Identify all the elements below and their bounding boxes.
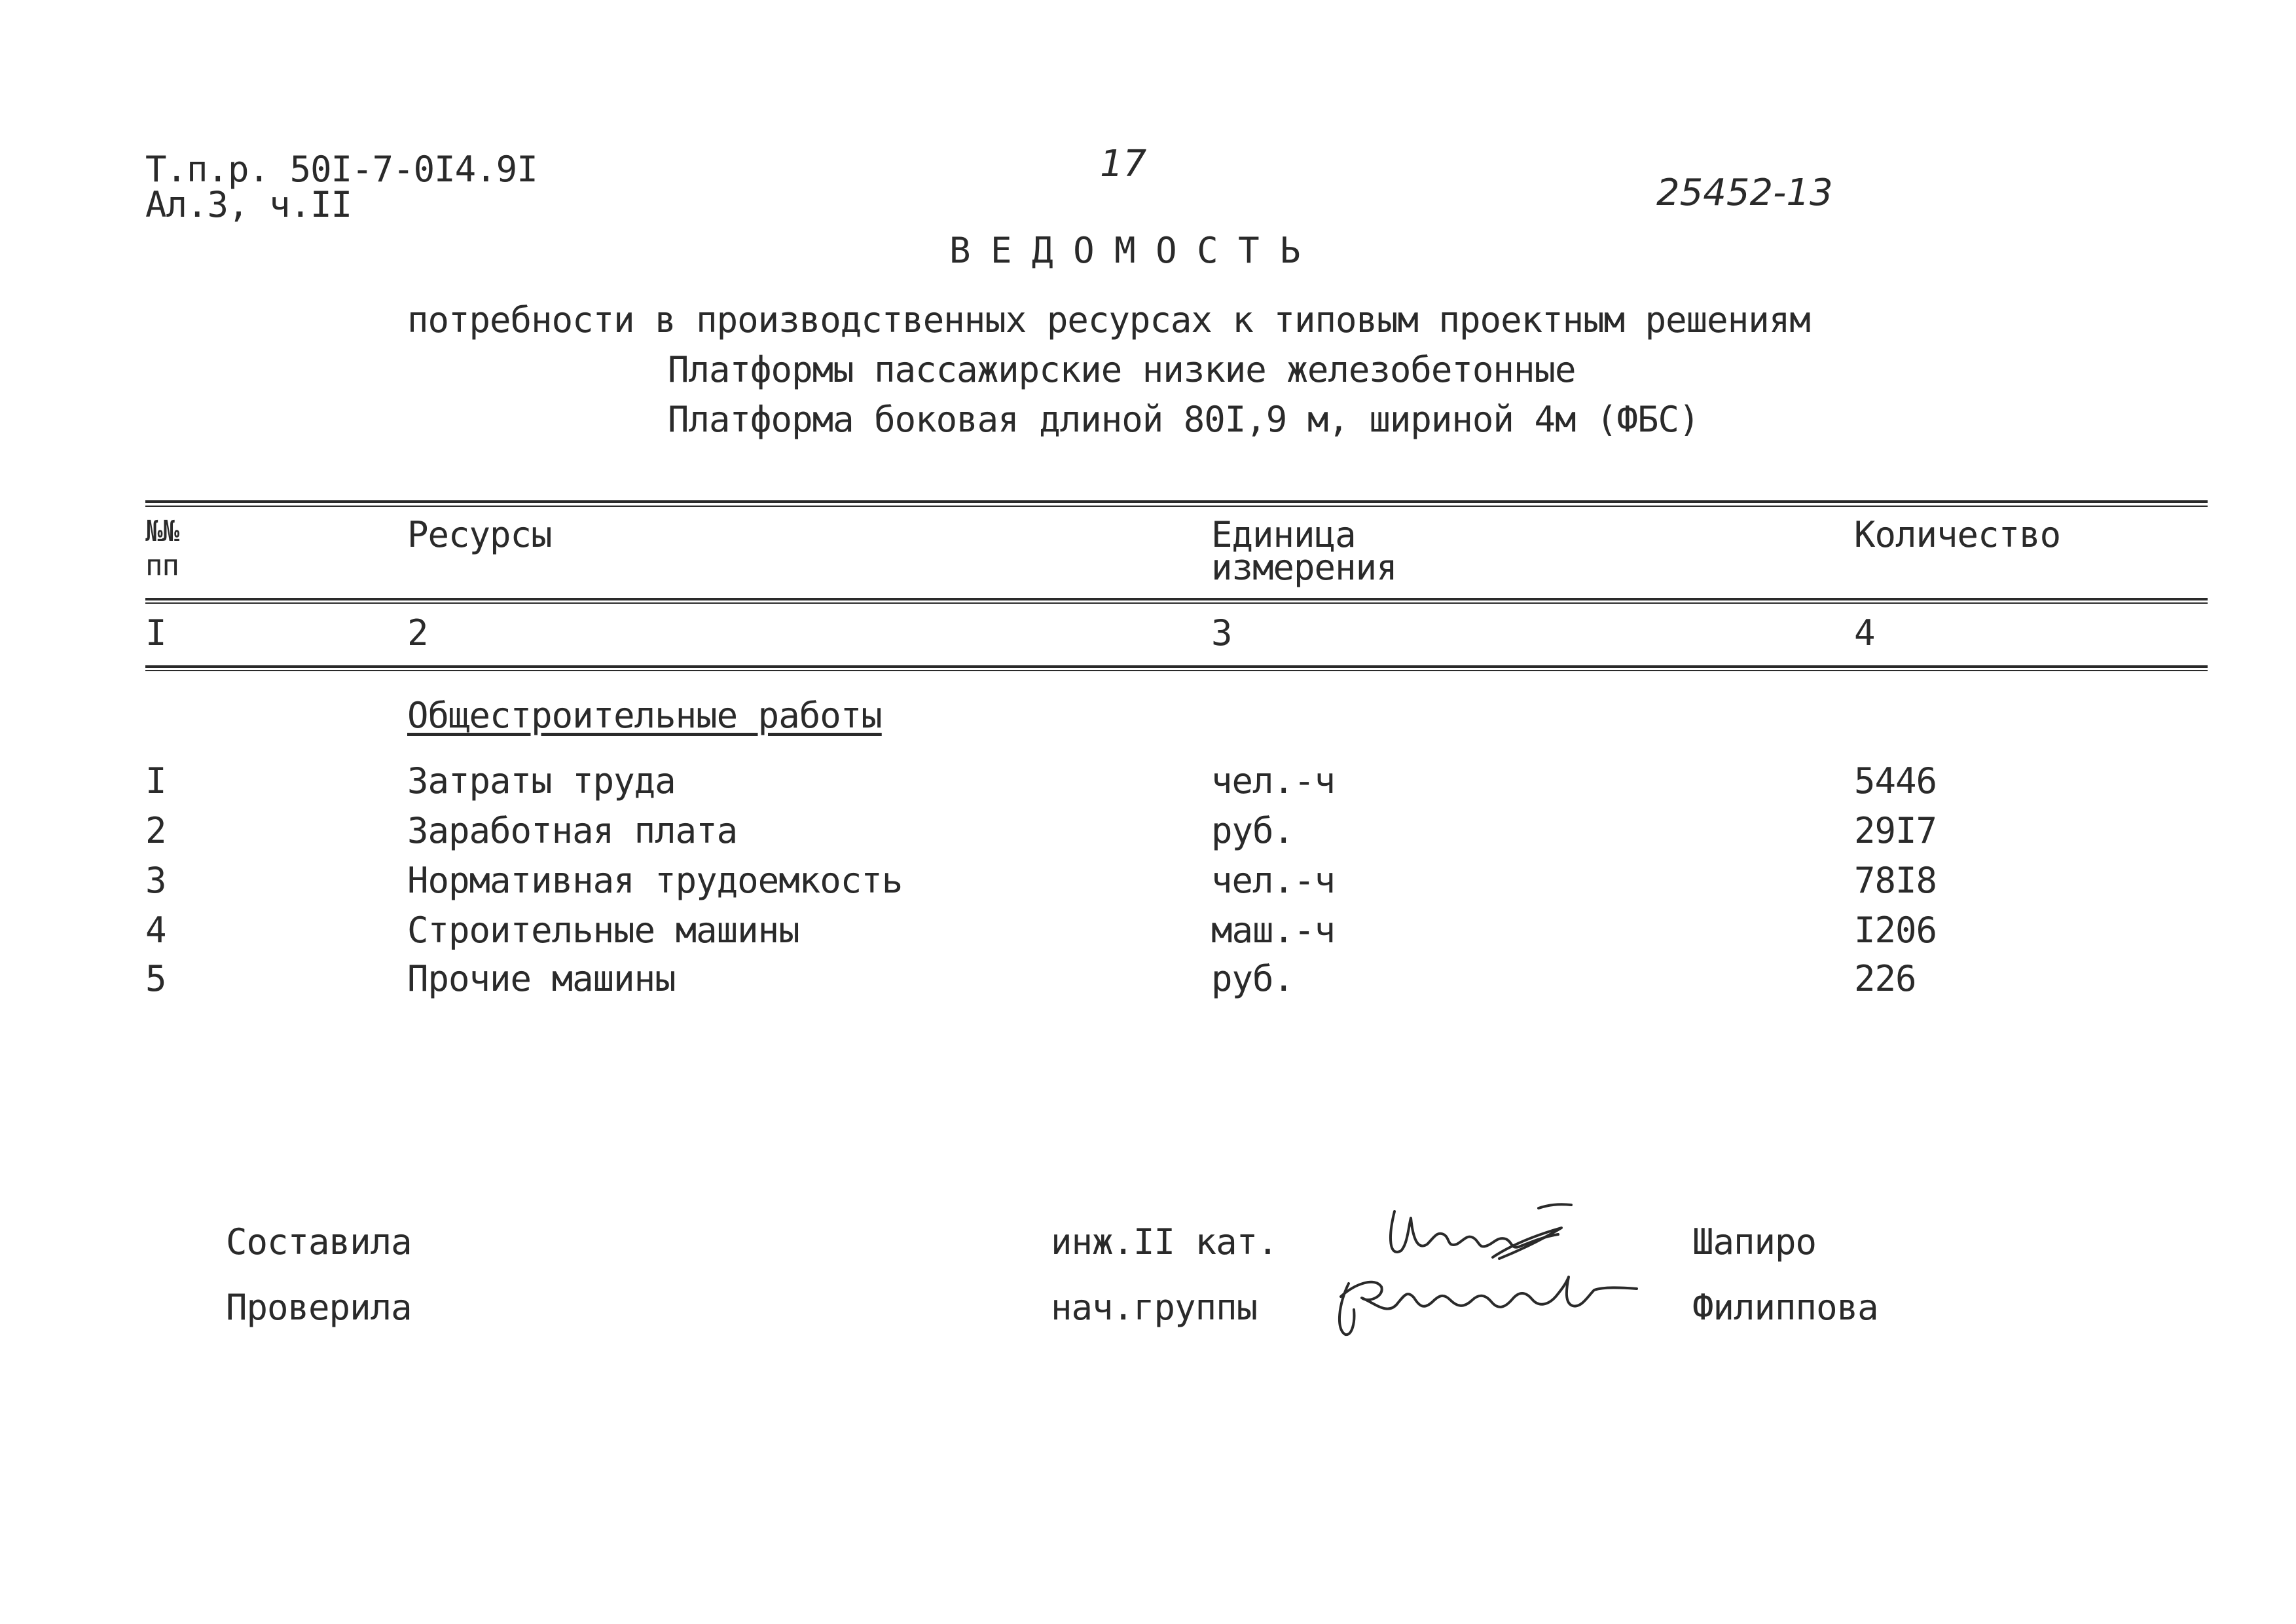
header-resources: Ресурсы [407, 514, 552, 555]
table-row-5-resource: Прочие машины [407, 958, 676, 999]
table-row-3-quantity: 78I8 [1854, 860, 1937, 901]
header-quantity: Количество [1854, 514, 2061, 555]
table-row-5-num: 5 [145, 958, 166, 999]
table-row-1-unit: чел.-ч [1211, 760, 1336, 802]
header-bottom-rule-inner [145, 602, 2208, 604]
header-unit-line-1: Единица [1211, 514, 1356, 555]
table-row-4-quantity: I206 [1854, 910, 1937, 951]
table-row-3-resource: Нормативная трудоемкость [407, 860, 903, 901]
document-title: В Е Д О М О С Т Ь [949, 230, 1300, 271]
signature-position-compiled: инж.II кат. [1051, 1221, 1278, 1263]
table-row-5-unit: руб. [1211, 958, 1294, 999]
signature-role-checked: Проверила [226, 1287, 412, 1328]
table-row-5-quantity: 226 [1854, 958, 1916, 999]
table-row-4-unit: маш.-ч [1211, 910, 1336, 951]
table-row-4-resource: Строительные машины [407, 910, 799, 951]
table-top-rule-inner [145, 506, 2208, 507]
header-num-line-1: №№ [145, 515, 179, 548]
page-number: 17 [1100, 143, 1147, 185]
table-row-2-resource: Заработная плата [407, 810, 738, 851]
column-numbers-bottom-rule-inner [145, 670, 2208, 671]
table-row-2-quantity: 29I7 [1854, 810, 1937, 851]
table-row-1-resource: Затраты труда [407, 760, 676, 802]
signature-position-checked: нач.группы [1051, 1287, 1258, 1328]
table-row-4-num: 4 [145, 910, 166, 951]
table-row-1-num: I [145, 760, 166, 802]
subtitle-line-2: Платформы пассажирские низкие железобетонные [668, 349, 1576, 390]
subtitle-line-1: потребности в производственных ресурсах к типовым проектным решениям [407, 299, 1810, 341]
album-part: Ал.3, ч.II [145, 184, 352, 225]
table-row-2-num: 2 [145, 810, 166, 851]
column-number-3: 3 [1211, 612, 1232, 654]
column-number-1: I [145, 612, 166, 654]
table-row-2-unit: руб. [1211, 810, 1294, 851]
signature-name-checked: Филиппова [1692, 1287, 1878, 1328]
section-title: Общестроительные работы [407, 695, 882, 736]
signature-role-compiled: Составила [226, 1221, 412, 1263]
header-unit-line-2: измерения [1211, 547, 1397, 588]
table-row-3-unit: чел.-ч [1211, 860, 1336, 901]
column-number-4: 4 [1854, 612, 1875, 654]
subtitle-line-3: Платформа боковая длиной 80I,9 м, шириной 4м (ФБС) [668, 399, 1700, 440]
table-row-3-num: 3 [145, 860, 166, 901]
table-row-1-quantity: 5446 [1854, 760, 1937, 802]
header-bottom-rule [145, 598, 2208, 600]
header-num-line-2: пп [145, 549, 179, 582]
handwritten-signature-checker [1329, 1257, 1643, 1342]
signature-name-compiled: Шапиро [1692, 1221, 1817, 1263]
column-numbers-bottom-rule [145, 665, 2208, 668]
document-code: Т.п.р. 50I-7-0I4.9I [145, 149, 538, 190]
column-number-2: 2 [407, 612, 428, 654]
inventory-number: 25452-13 [1656, 172, 1833, 214]
table-top-rule [145, 500, 2208, 503]
